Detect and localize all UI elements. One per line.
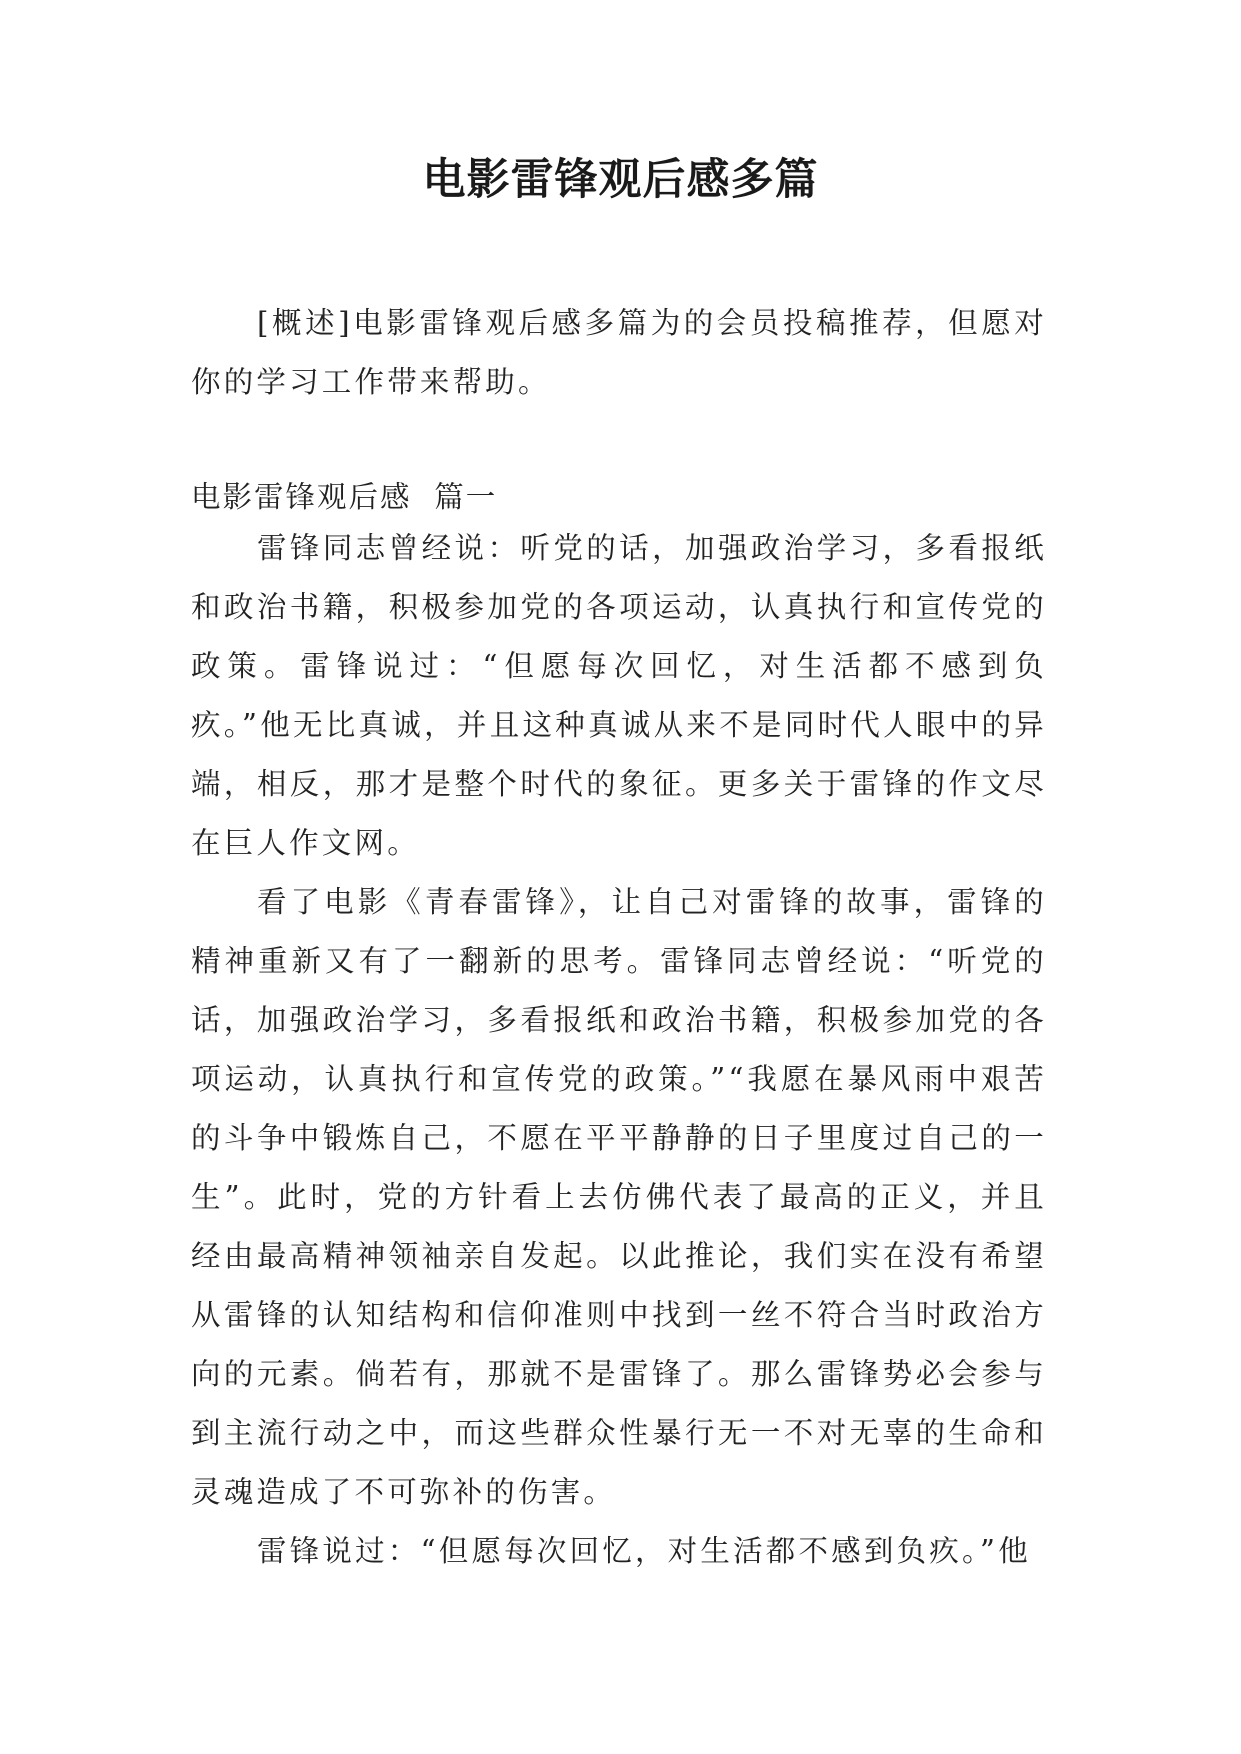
- section-body: [191, 519, 1047, 1581]
- body-paragraph: 雷锋同志曾经说：听党的话，加强政治学习，多看报纸和政治书籍，积极参加党的各项运动，认真执行和宣传党的政策。雷锋说过：“但愿每次回忆，对生活都不感到负疚。”他无比真诚，并且这种真诚从来不是同时代人眼中的异端，相反，那才是整个时代的象征。更多关于雷锋的作文尽在巨人作文网。: [191, 531, 1047, 860]
- summary-text: [概述]电影雷锋观后感多篇为的会员投稿推荐，但愿对你的学习工作带来帮助。: [191, 306, 1047, 399]
- body-paragraph: 看了电影《青春雷锋》，让自己对雷锋的故事，雷锋的精神重新又有了一翻新的思考。雷锋同志曾经说：“听党的话，加强政治学习，多看报纸和政治书籍，积极参加党的各项运动，认真执行和宣传党的政策。”“我愿在暴风雨中艰苦的斗争中锻炼自己，不愿在平平静静的日子里度过自己的一生”。此时，党的方针看上去仿佛代表了最高的正义，并且经由最高精神领袖亲自发起。以此推论，我们实在没有希望从雷锋的认知结构和信仰准则中找到一丝不符合当时政治方向的元素。倘若有，那就不是雷锋了。那么雷锋势必会参与到主流行动之中，而这些群众性暴行无一不对无辜的生命和灵魂造成了不可弥补的伤害。: [191, 885, 1047, 1509]
- section-heading: 电影雷锋观后感 篇一: [191, 480, 498, 514]
- document-title: 电影雷锋观后感多篇: [422, 155, 819, 205]
- summary-paragraph: [191, 294, 1047, 412]
- body-paragraph: 雷锋说过：“但愿每次回忆，对生活都不感到负疚。”他: [257, 1534, 1031, 1568]
